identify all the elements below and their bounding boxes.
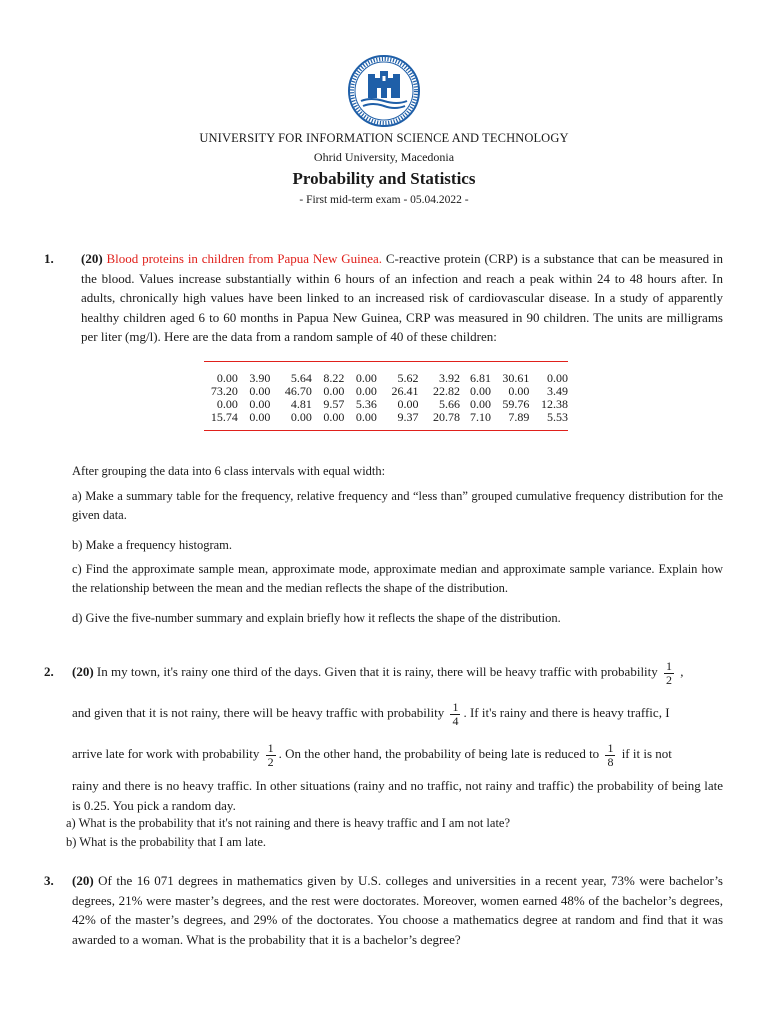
table-cell: 22.82 <box>432 384 460 398</box>
question-1-body: C-reactive protein (CRP) is a substance that can be measured in the blood. Values increase substantially within 6 hours of an infection and reach a peak within 24 to 48 hours after. In adults, chronically high values have been linked to an increased risk of cardiovascular disease. In a study of apparently healthy children aged 6 to 60 months in Papua New Guinea, CRP was measured in 90 children. The units are milligrams per liter (mg/l). Here are the data from a random sample of 40 of these children: <box>81 251 723 344</box>
table-cell: 8.22 <box>323 371 345 385</box>
table-cell: 9.37 <box>397 410 419 424</box>
question-3-points: (20) <box>72 873 94 888</box>
question-3-number: 3. <box>44 873 54 888</box>
question-3-body: Of the 16 071 degrees in mathematics given by U.S. colleges and universities in a recent year, 73% were bachelor’s degrees, 21% were master’s degrees, and the rest were doctorates. Moreover, women earned 48% of the bachelor’s degrees, 42% of the master’s degrees, and 29% of the doctorates. You choose a mathematics degree at random and find that it was awarded to a woman. What is the probability that it is a bachelor’s degree? <box>72 873 723 947</box>
question-2-line-1 <box>72 655 684 689</box>
question-1-part-c: c) Find the approximate sample mean, approximate mode, approximate median and approximate sample variance. Explain how the relationship between the mean and the median reflects the shape of the distribution. <box>72 562 723 595</box>
question-1-part-b: b) Make a frequency histogram. <box>72 538 233 552</box>
table-cell: 12.38 <box>541 397 568 411</box>
question-1-heading: Blood proteins in children from Papua New Guinea. <box>106 251 383 266</box>
question-2-line-2 <box>72 696 670 730</box>
table-cell: 5.36 <box>355 397 377 411</box>
table-cell: 0.00 <box>249 410 271 424</box>
question-1-part-d: d) Give the five-number summary and explain briefly how it reflects the shape of the distribution. <box>72 611 561 625</box>
table-cell: 3.92 <box>438 371 460 385</box>
question-2-text-1-end: , <box>680 664 684 679</box>
table-cell: 9.57 <box>323 397 345 411</box>
table-cell: 0.00 <box>547 371 568 385</box>
table-cell: 73.20 <box>210 384 238 398</box>
question-2-text-1: In my town, it's rainy one third of the days. Given that it is rainy, there will be heavy traffic with probability <box>96 664 658 679</box>
question-1-points: (20) <box>81 251 103 266</box>
table-row <box>204 411 568 424</box>
table-cell: 5.64 <box>290 371 312 385</box>
table-cell: 0.00 <box>508 384 530 398</box>
table-cell: 4.81 <box>290 397 312 411</box>
university-seal-icon <box>347 54 421 128</box>
table-cell: 59.76 <box>502 397 530 411</box>
table-cell: 7.89 <box>508 410 530 424</box>
crp-data-grid <box>204 372 568 424</box>
fraction-one-quarter: $\frac{1}{4}$ <box>452 699 459 728</box>
table-cell: 5.62 <box>397 371 419 385</box>
table-cell: 0.00 <box>355 371 377 385</box>
table-cell: 0.00 <box>323 410 345 424</box>
question-3-text <box>72 871 723 949</box>
table-cell: 0.00 <box>355 384 377 398</box>
table-cell: 7.10 <box>469 410 491 424</box>
table-cell: 0.00 <box>216 371 238 385</box>
table-cell: 6.81 <box>469 371 491 385</box>
question-2-part-b: b) What is the probability that I am late. <box>66 835 267 849</box>
table-cell: 5.66 <box>438 397 460 411</box>
question-2-line-4: rainy and there is no heavy traffic. In other situations (rainy and no traffic, not rainy and traffic) the probability of being late is 0.25. You pick a random day. <box>72 778 723 813</box>
question-1-text <box>81 249 723 347</box>
table-cell: 0.00 <box>355 410 377 424</box>
fraction-one-half-2: $\frac{1}{2}$ <box>267 740 274 769</box>
table-top-rule <box>204 361 568 362</box>
question-2-text-3b: . On the other hand, the probability of being late is reduced to <box>278 746 600 761</box>
question-1-part-a: a) Make a summary table for the frequency, relative frequency and “less than” grouped cumulative frequency distribution for the given data. <box>72 489 723 522</box>
table-cell: 20.78 <box>432 410 460 424</box>
question-2-points: (20) <box>72 664 94 679</box>
table-cell: 46.70 <box>284 384 312 398</box>
table-cell: 15.74 <box>210 410 238 424</box>
table-cell: 0.00 <box>397 397 419 411</box>
university-subtitle: Ohrid University, Macedonia <box>313 150 455 164</box>
exam-subtitle: - First mid-term exam - 05.04.2022 - <box>299 194 469 206</box>
table-cell: 26.41 <box>391 384 419 398</box>
table-cell: 3.90 <box>249 371 271 385</box>
table-cell: 5.53 <box>547 410 568 424</box>
question-1-number: 1. <box>44 251 54 266</box>
fraction-one-half: $\frac{1}{2}$ <box>666 658 673 687</box>
table-cell: 0.00 <box>249 384 271 398</box>
question-1-intro: After grouping the data into 6 class intervals with equal width: <box>72 464 386 478</box>
table-cell: 0.00 <box>290 410 312 424</box>
table-bottom-rule <box>204 430 568 431</box>
question-2-part-a: a) What is the probability that it's not raining and there is heavy traffic and I am not late? <box>66 816 511 830</box>
table-cell: 0.00 <box>469 397 491 411</box>
crp-data-table <box>204 361 568 431</box>
table-cell: 30.61 <box>502 371 530 385</box>
course-title: Probability and Statistics <box>292 169 476 188</box>
question-2-text-3a: arrive late for work with probability <box>72 746 260 761</box>
question-2-text-2a: and given that it is not rainy, there will be heavy traffic with probability <box>72 705 445 720</box>
table-cell: 0.00 <box>216 397 238 411</box>
fraction-one-eighth: $\frac{1}{8}$ <box>607 740 614 769</box>
question-2-text-3c: if it is not <box>621 746 672 761</box>
table-cell: 3.49 <box>547 384 568 398</box>
table-cell: 0.00 <box>323 384 345 398</box>
university-name: UNIVERSITY FOR INFORMATION SCIENCE AND TECHNOLOGY <box>199 131 569 145</box>
question-2-number: 2. <box>44 664 54 679</box>
question-2-text-2b: . If it's rainy and there is heavy traffic, I <box>463 705 670 720</box>
table-cell: 0.00 <box>469 384 491 398</box>
question-2-line-3 <box>72 737 672 771</box>
table-cell: 0.00 <box>249 397 271 411</box>
